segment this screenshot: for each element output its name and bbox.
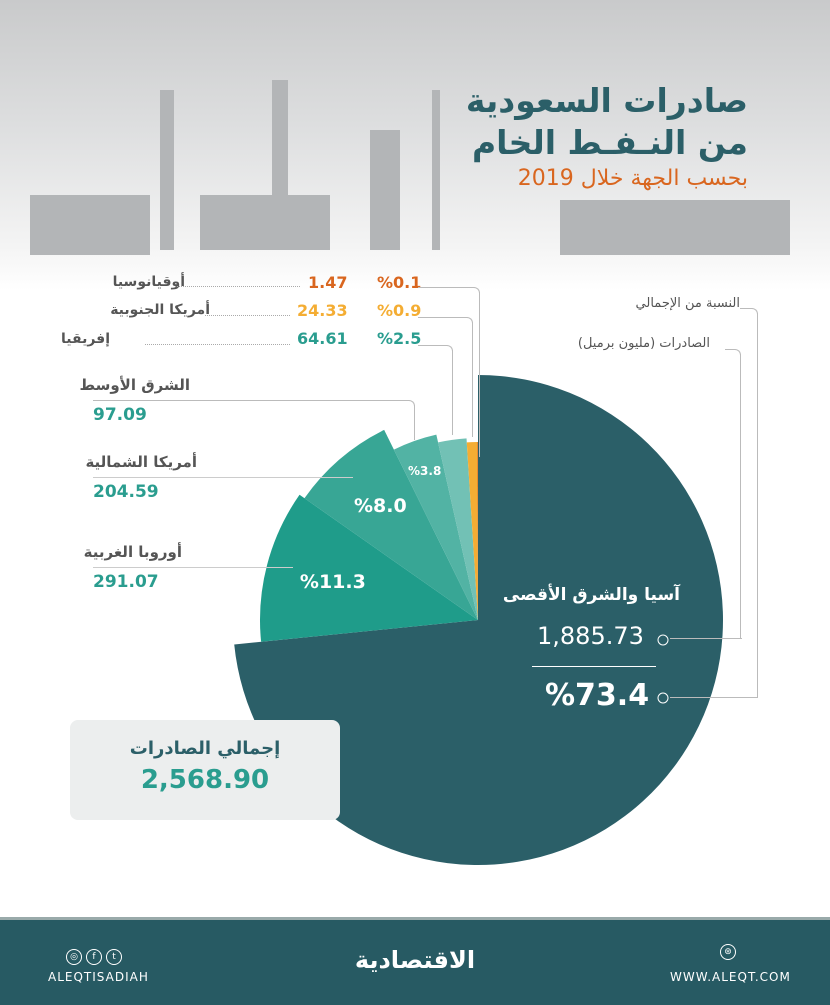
asia-value: 1,885.73 xyxy=(537,622,644,650)
globe-icon: ⊛ xyxy=(720,944,736,960)
value-western-europe: 291.07 xyxy=(93,572,159,592)
header-exports: الصادرات (مليون برميل) xyxy=(577,336,710,351)
website-link[interactable]: WWW.ALEQT.COM xyxy=(670,970,791,984)
title-line2: من النـفـط الخام xyxy=(472,123,748,162)
percent-label-western-europe: %11.3 xyxy=(299,571,366,594)
social-handle[interactable]: ALEQTISADIAH xyxy=(48,970,149,984)
value-south-america: 24.33 xyxy=(297,301,348,320)
asia-percent: %73.4 xyxy=(545,678,650,713)
percent-south-america: %0.9 xyxy=(377,301,422,320)
instagram-icon[interactable]: ◎ xyxy=(66,949,82,965)
legend-label-middle-east: الشرق الأوسط xyxy=(79,376,190,394)
total-value: 2,568.90 xyxy=(140,765,270,795)
legend-label-north-america: أمريكا الشمالية xyxy=(85,453,197,471)
value-oceania: 1.47 xyxy=(308,273,348,292)
percent-oceania: %0.1 xyxy=(377,273,422,292)
legend-label-oceania: أوقيانوسيا xyxy=(112,274,185,290)
legend-label-south-america: أمريكا الجنوبية xyxy=(110,302,210,318)
value-north-america: 204.59 xyxy=(93,482,159,502)
percent-label-middle-east: %3.8 xyxy=(408,464,442,479)
legend-label-africa: إفريقيا xyxy=(61,331,110,347)
asia-label: آسيا والشرق الأقصى xyxy=(502,585,680,605)
legend-label-western-europe: أوروبا الغربية xyxy=(83,543,182,561)
percent-africa: %2.5 xyxy=(377,329,422,348)
footer xyxy=(0,917,830,1005)
value-africa: 64.61 xyxy=(297,329,348,348)
total-label: إجمالي الصادرات xyxy=(129,738,281,759)
subtitle: بحسب الجهة خلال 2019 xyxy=(517,166,748,191)
percent-label-north-america: %8.0 xyxy=(354,495,407,518)
header-share: النسبة من الإجمالي xyxy=(635,296,740,311)
logo: الاقتصادية xyxy=(354,946,476,974)
facebook-icon[interactable]: f xyxy=(86,949,102,965)
title-line1: صادرات السعودية xyxy=(465,81,748,120)
twitter-icon[interactable]: t xyxy=(106,949,122,965)
total-box xyxy=(70,720,340,820)
value-middle-east: 97.09 xyxy=(93,405,147,425)
